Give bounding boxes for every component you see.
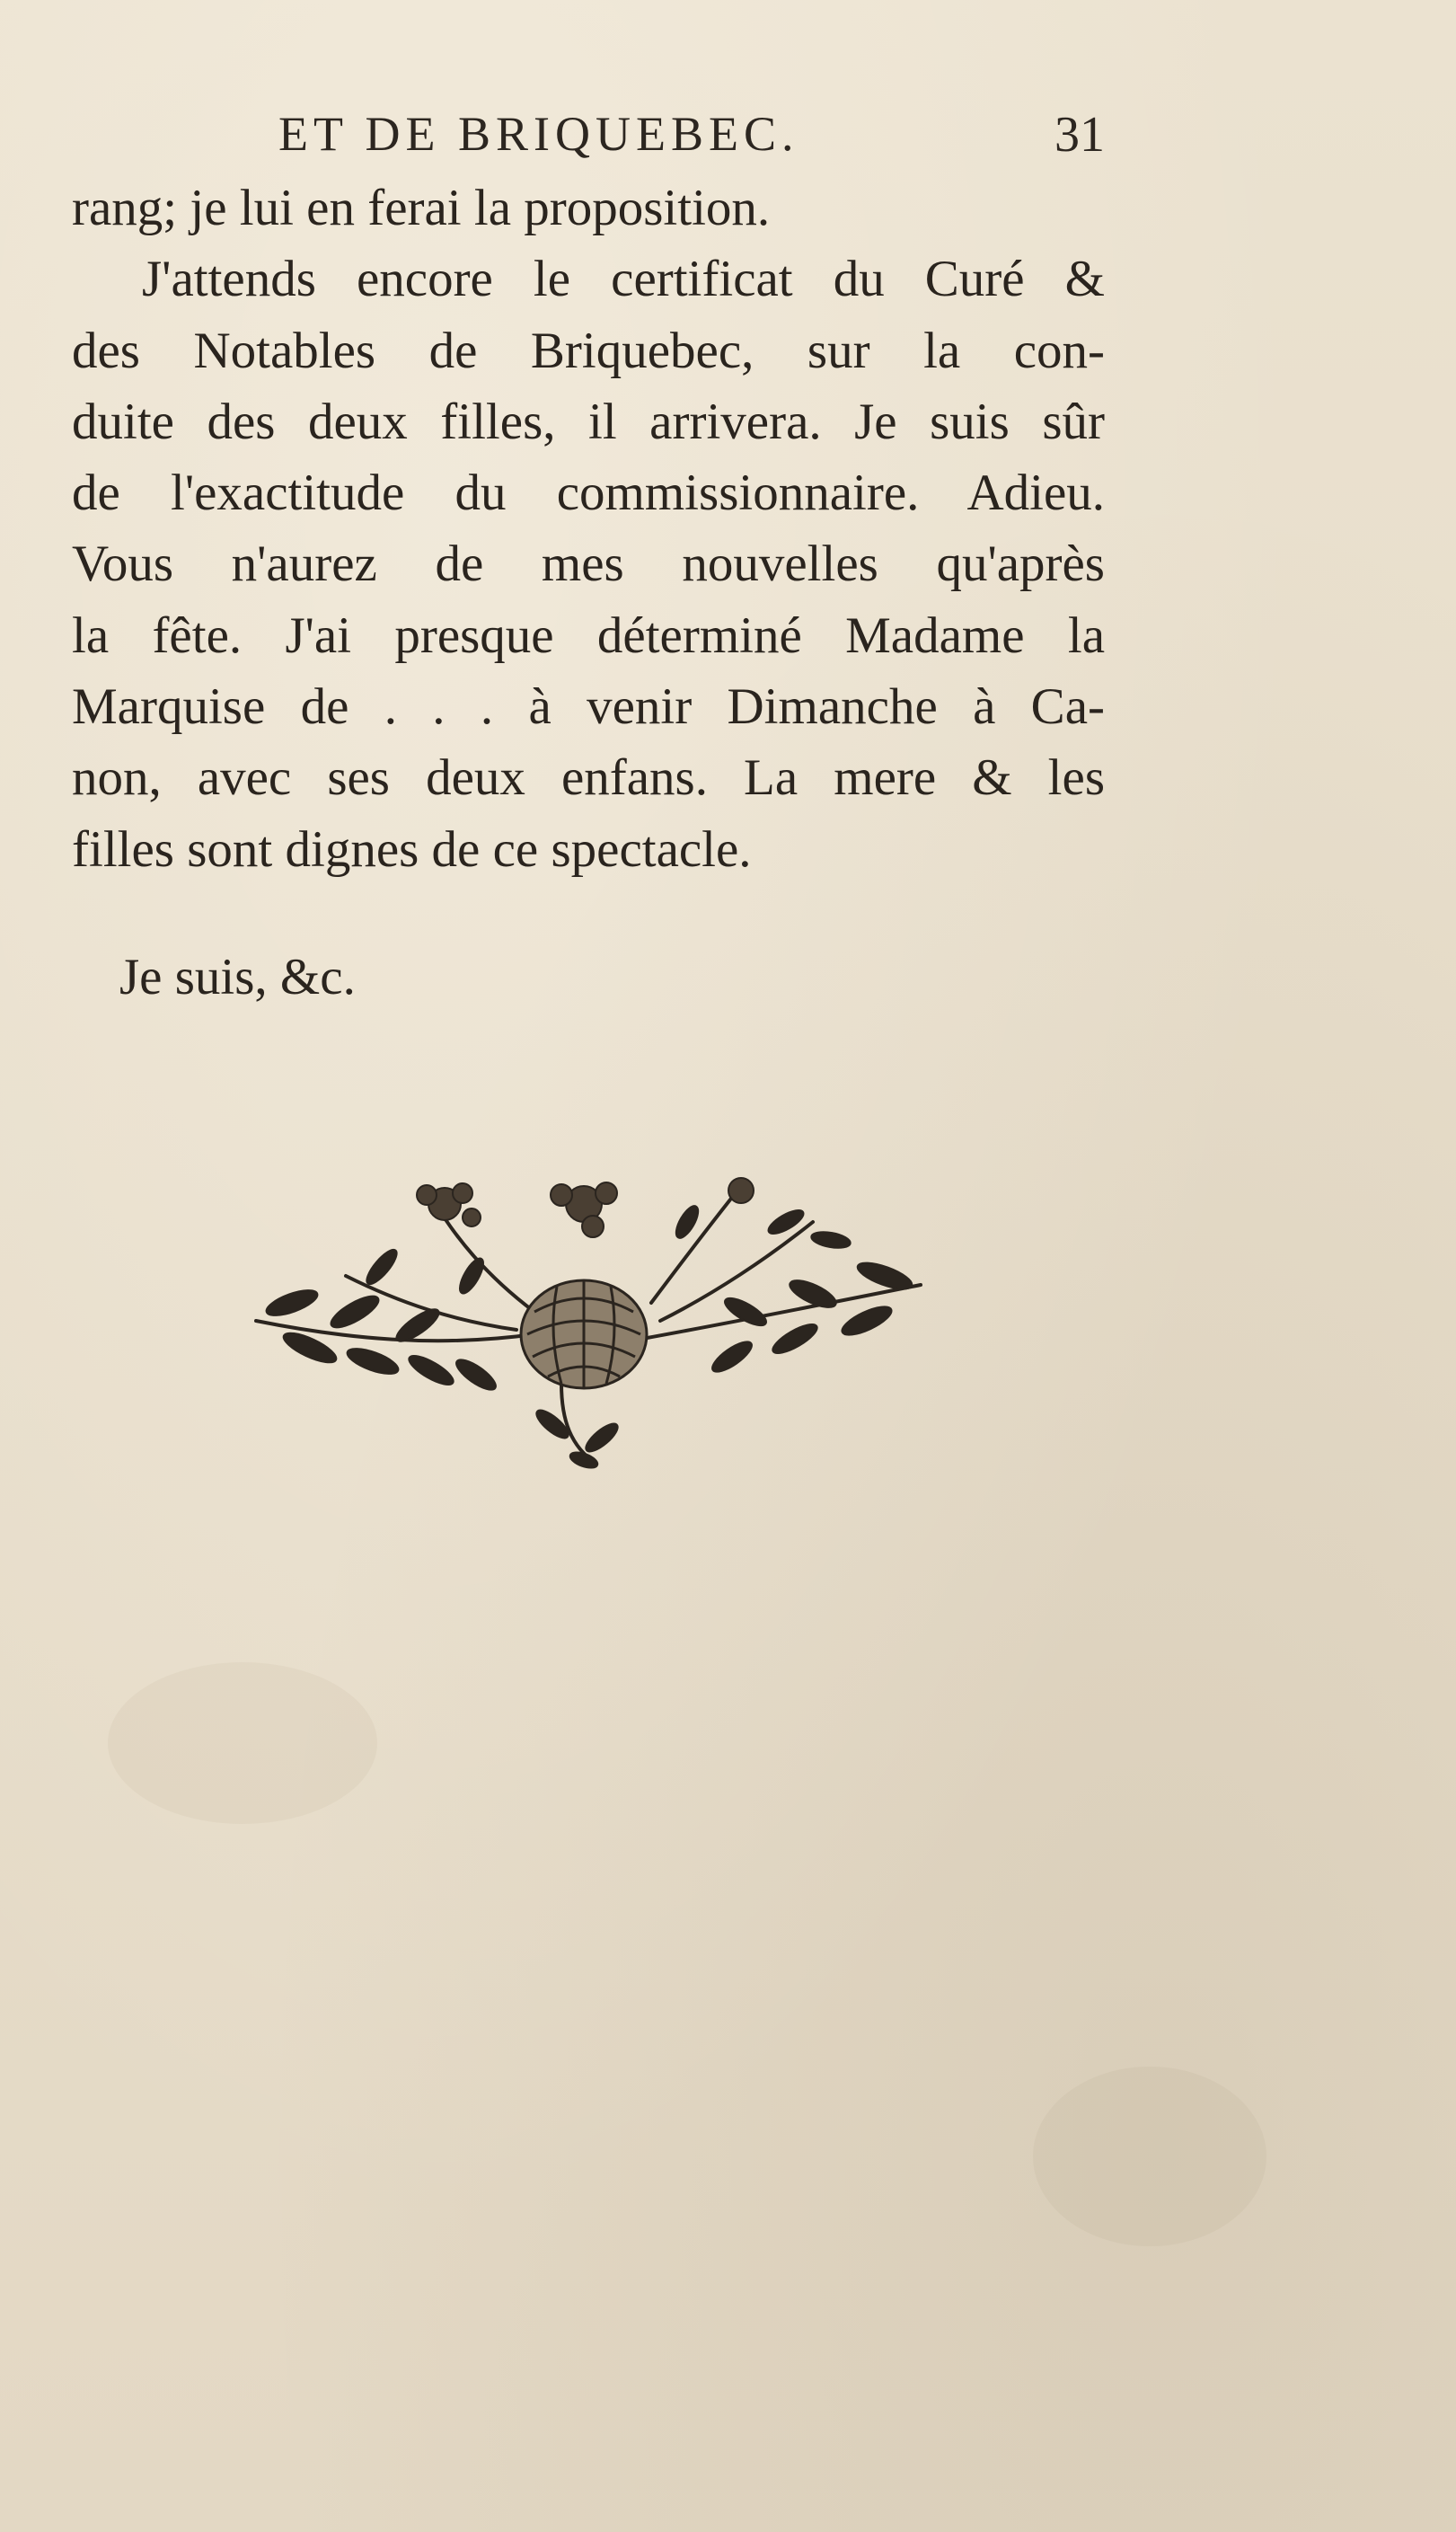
text-line: non, avec ses deux enfans. La mere & les	[72, 749, 1105, 807]
text-line: rang; je lui en ferai la proposition.	[72, 180, 771, 236]
text-line: J'attends encore le certificat du Curé &	[142, 251, 1105, 308]
text-line: filles sont dignes de ce spectacle.	[72, 820, 752, 878]
letter-body	[72, 173, 1105, 885]
running-head: ET DE BRIQUEBEC.	[278, 107, 799, 161]
page-number: 31	[1054, 107, 1105, 163]
text-line: Marquise de . . . à venir Dimanche à Ca-	[72, 678, 1105, 736]
closing-salutation: Je suis, &c.	[119, 949, 356, 1005]
text-line: de l'exactitude du commissionnaire. Adieu.	[72, 465, 1105, 522]
text-line: la fête. J'ai presque déterminé Madame la	[72, 606, 1105, 664]
text-line: Vous n'aurez de mes nouvelles qu'après	[72, 536, 1105, 593]
floral-vignette-icon	[238, 1168, 939, 1474]
text-line: duite des deux filles, il arrivera. Je suis sûr	[72, 393, 1105, 450]
page-header	[278, 99, 1105, 171]
paper-stain	[108, 1662, 377, 1824]
paper-stain	[1033, 2067, 1266, 2246]
text-line: des Notables de Briquebec, sur la con-	[72, 322, 1105, 379]
